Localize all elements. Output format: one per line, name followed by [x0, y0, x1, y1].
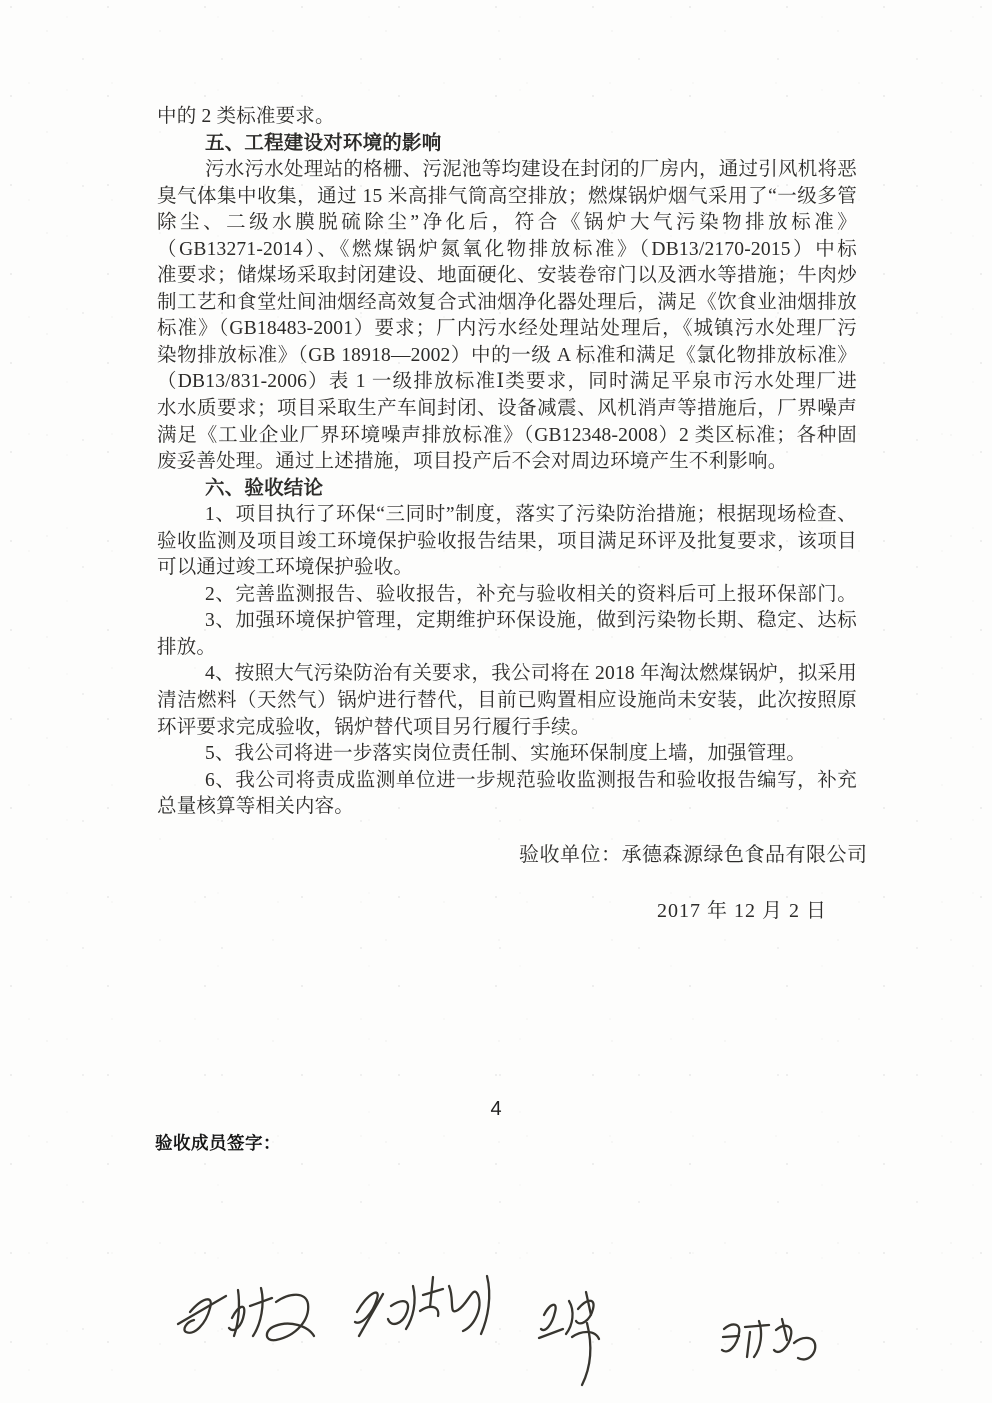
doc-line: 环评要求完成验收，锅炉替代项目另行履行手续。	[157, 716, 591, 738]
doc-line: 水水质要求；项目采取生产车间封闭、设备减震、风机消声等措施后，厂界噪声	[157, 398, 857, 420]
doc-line: 5、我公司将进一步落实岗位责任制、实施环保制度上墙，加强管理。	[205, 743, 806, 765]
section-heading-5: 五、工程建设对环境的影响	[205, 132, 442, 154]
doc-line: 总量核算等相关内容。	[157, 796, 355, 818]
doc-line: 排放。	[157, 636, 217, 658]
doc-line: 6、我公司将责成监测单位进一步规范验收监测报告和验收报告编写，补充	[205, 769, 857, 791]
doc-line: （GB13271-2014）、《燃煤锅炉氮氧化物排放标准》（DB13/2170-2015）中标	[157, 238, 857, 260]
handwritten-signature-2	[345, 1266, 510, 1351]
doc-line: 废妥善处理。通过上述措施，项目投产后不会对周边环境产生不利影响。	[157, 451, 788, 473]
doc-line: 臭气体集中收集，通过 15 米高排气筒高空排放；燃煤锅炉烟气采用了“一级多管	[157, 185, 857, 207]
handwritten-signature-4	[712, 1312, 827, 1372]
doc-line: 染物排放标准》（GB 18918—2002）中的一级 A 标准和满足《氯化物排放标准》	[157, 344, 857, 366]
doc-line: 污水污水处理站的格栅、污泥池等均建设在封闭的厂房内，通过引风机将恶	[205, 159, 857, 181]
handwritten-signature-3	[528, 1285, 618, 1390]
doc-line: 1、项目执行了环保“三同时”制度，落实了污染防治措施；根据现场检查、	[205, 504, 857, 526]
doc-line: 准要求；储煤场采取封闭建设、地面硬化、安装卷帘门以及洒水等措施；牛肉炒	[157, 265, 857, 287]
acceptance-unit-line: 验收单位：承德森源绿色食品有限公司	[519, 844, 868, 866]
doc-line: 中的 2 类标准要求。	[157, 106, 335, 127]
page-number: 4	[490, 1098, 502, 1120]
doc-line: 2、完善监测报告、验收报告，补充与验收相关的资料后可上报环保部门。	[205, 583, 857, 605]
doc-line: 4、按照大气污染防治有关要求，我公司将在 2018 年淘汰燃煤锅炉，拟采用	[205, 663, 857, 685]
handwritten-signature-1	[172, 1278, 327, 1358]
doc-line: 可以通过竣工环境保护验收。	[157, 557, 414, 579]
doc-line: （DB13/831-2006）表 1 一级排放标准Ⅰ类要求，同时满足平泉市污水处理厂进	[157, 371, 857, 393]
doc-line: 3、加强环境保护管理，定期维护环保设施，做到污染物长期、稳定、达标	[205, 610, 857, 632]
doc-line: 除尘、二级水膜脱硫除尘”净化后，符合《锅炉大气污染物排放标准》	[157, 212, 857, 234]
section-heading-6: 六、验收结论	[205, 477, 324, 499]
date-line: 2017 年 12 月 2 日	[657, 900, 827, 922]
signature-section-label: 验收成员签字：	[155, 1133, 281, 1153]
doc-line: 满足《工业企业厂界环境噪声排放标准》（GB12348-2008）2 类区标准；各种固	[157, 424, 857, 446]
doc-line: 清洁燃料（天然气）锅炉进行替代，目前已购置相应设施尚未安装，此次按照原	[157, 690, 857, 712]
doc-line: 标准》（GB18483-2001）要求；厂内污水经处理站处理后，《城镇污水处理厂污	[157, 318, 857, 340]
doc-line: 制工艺和食堂灶间油烟经高效复合式油烟净化器处理后，满足《饮食业油烟排放	[157, 291, 857, 313]
doc-line: 验收监测及项目竣工环境保护验收报告结果，项目满足环评及批复要求，该项目	[157, 530, 857, 552]
document-text-block	[157, 104, 857, 821]
